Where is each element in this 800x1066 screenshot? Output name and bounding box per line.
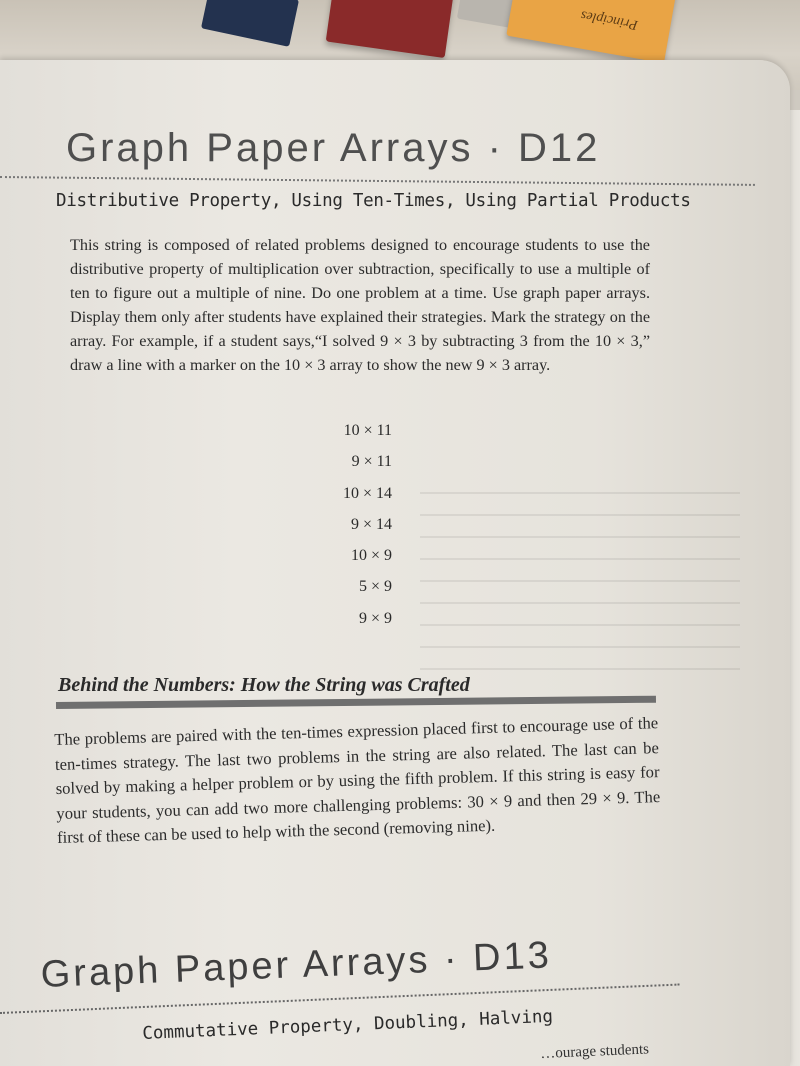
problem-item: 9 × 14 [350,515,392,533]
problem-item: 5 × 9 [358,578,392,596]
section-title-d12: Graph Paper Arrays · D12 [66,126,601,170]
cut-off-text: …ourage students [540,1041,650,1062]
problem-item: 10 × 11 [343,422,392,439]
problem-item: 9 × 9 [358,609,392,627]
intro-paragraph: This string is composed of related problems designed to encourage students to use the distributive property of multiplication over subtraction, specifically to use a multiple of ten to figure out a multiple of nine. Do one problem at a time. Use graph paper arrays. Display them only after students have explained their strategies. Mark the strategy on the array. For example, if a student says,“I solved 9 × 3 by subtracting 3 from the 10 × 3,” draw a line with a marker on the 10 × 3 array to show the new 9 × 3 array. [70,236,650,374]
behind-numbers-paragraph: The problems are paired with the ten-times expression placed first to encourage use of the ten-times strategy. The last two problems in the string are also related. The last can be solved by making a helper problem or by using the fifth problem. If this string is easy for your students, you can add two more challenging problems: 30 × 9 and then 29 × 9. The first of these can be used to help with the second (removing nine). [54,713,661,847]
problem-item: 10 × 9 [350,547,392,565]
section-subtitle-d13: Commutative Property, Doubling, Halving [142,1006,554,1044]
bleed-through [420,480,740,670]
behind-numbers-heading: Behind the Numbers: How the String was Crafted [58,674,470,696]
section-title-d13: Graph Paper Arrays · D13 [40,934,553,996]
book-spine-text: Principles [579,7,639,33]
problem-item: 9 × 11 [351,453,392,471]
problem-item: 10 × 14 [342,484,392,502]
problem-string [330,420,410,639]
section-subtitle-d12: Distributive Property, Using Ten-Times, Using Partial Products [56,191,691,211]
